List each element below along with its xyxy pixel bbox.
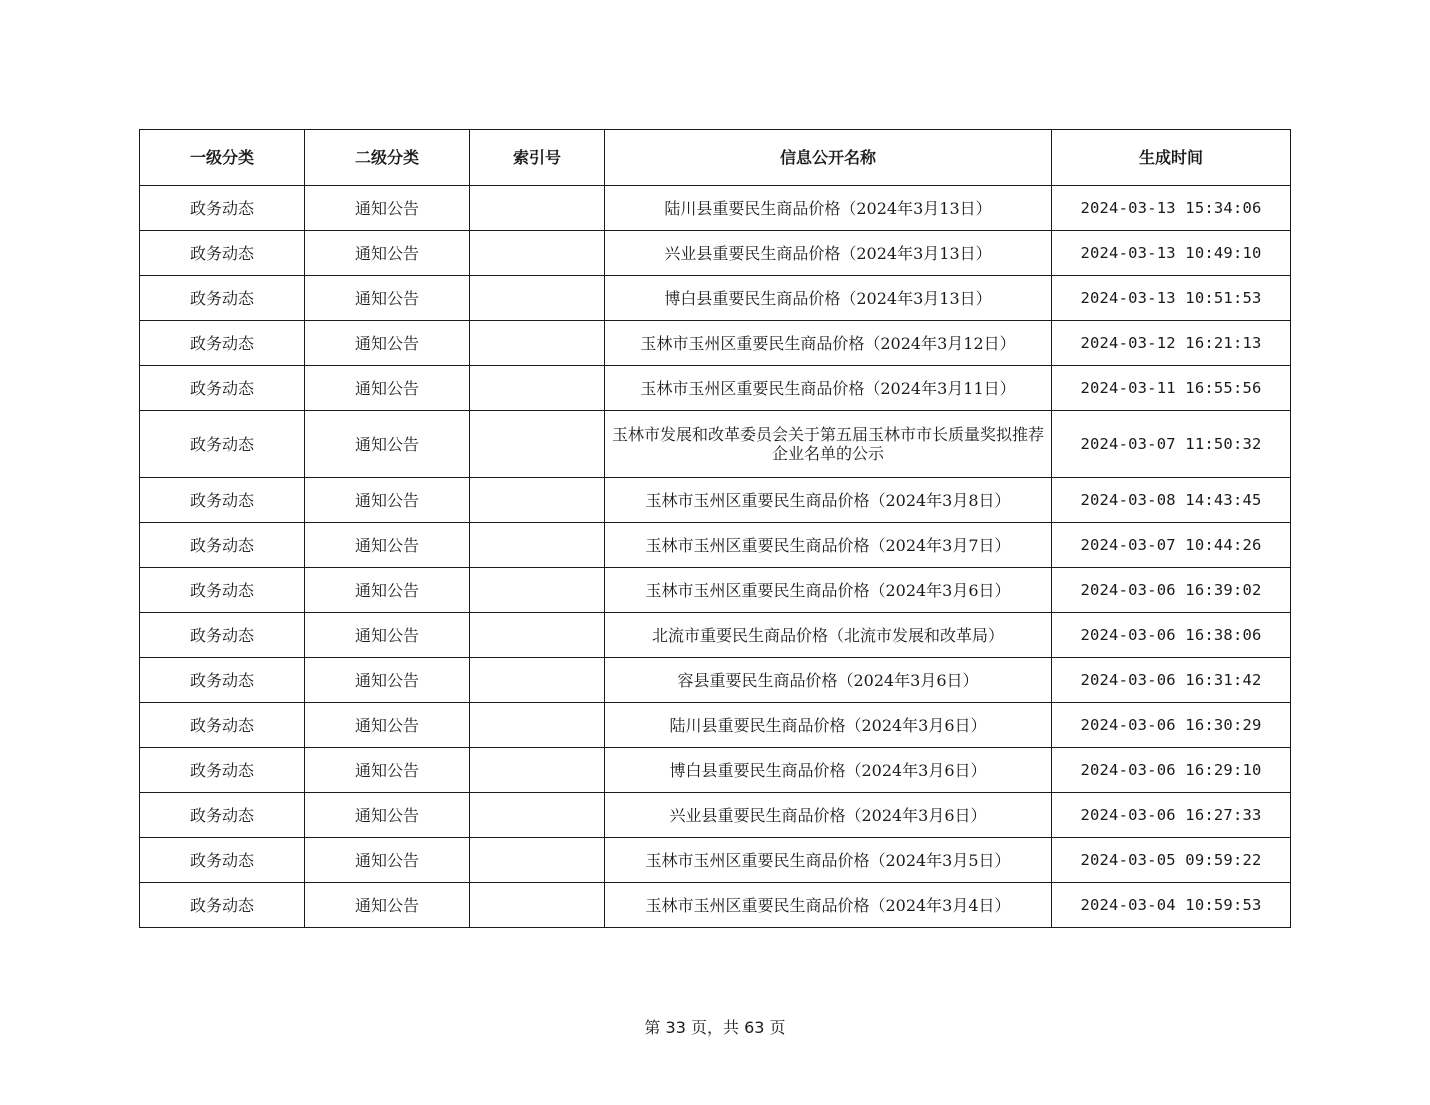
table-row: [140, 186, 1291, 231]
generated-time-cell: 2024-03-13 10:49:10: [1052, 231, 1291, 276]
disclosure-name-cell: 玉林市发展和改革委员会关于第五届玉林市市长质量奖拟推荐企业名单的公示: [605, 411, 1052, 478]
table-header-row: [140, 130, 1291, 186]
page-prefix: 第: [644, 1018, 661, 1037]
header-disclosure-name: 信息公开名称: [605, 130, 1052, 186]
header-primary-category: 一级分类: [140, 130, 305, 186]
disclosure-name-cell: 玉林市玉州区重要民生商品价格（2024年3月7日）: [605, 523, 1052, 568]
primary-category-cell: 政务动态: [140, 613, 305, 658]
secondary-category-cell: 通知公告: [305, 658, 470, 703]
primary-category-cell: 政务动态: [140, 703, 305, 748]
index-number-cell: [470, 276, 605, 321]
generated-time-cell: 2024-03-04 10:59:53: [1052, 883, 1291, 928]
table-row: [140, 366, 1291, 411]
table-row: [140, 568, 1291, 613]
disclosure-name-cell: 玉林市玉州区重要民生商品价格（2024年3月6日）: [605, 568, 1052, 613]
table-row: [140, 411, 1291, 478]
primary-category-cell: 政务动态: [140, 523, 305, 568]
generated-time-cell: 2024-03-13 15:34:06: [1052, 186, 1291, 231]
table-row: [140, 658, 1291, 703]
secondary-category-cell: 通知公告: [305, 276, 470, 321]
table-row: [140, 231, 1291, 276]
page-middle-text: 页，共: [690, 1018, 739, 1037]
disclosure-name-cell: 玉林市玉州区重要民生商品价格（2024年3月12日）: [605, 321, 1052, 366]
primary-category-cell: 政务动态: [140, 186, 305, 231]
table-row: [140, 703, 1291, 748]
generated-time-cell: 2024-03-06 16:30:29: [1052, 703, 1291, 748]
primary-category-cell: 政务动态: [140, 321, 305, 366]
disclosure-name-cell: 博白县重要民生商品价格（2024年3月13日）: [605, 276, 1052, 321]
index-number-cell: [470, 321, 605, 366]
primary-category-cell: 政务动态: [140, 838, 305, 883]
secondary-category-cell: 通知公告: [305, 231, 470, 276]
disclosure-name-cell: 玉林市玉州区重要民生商品价格（2024年3月5日）: [605, 838, 1052, 883]
disclosure-name-cell: 玉林市玉州区重要民生商品价格（2024年3月8日）: [605, 478, 1052, 523]
table-row: [140, 523, 1291, 568]
disclosure-name-cell: 陆川县重要民生商品价格（2024年3月13日）: [605, 186, 1052, 231]
index-number-cell: [470, 748, 605, 793]
table-row: [140, 838, 1291, 883]
generated-time-cell: 2024-03-05 09:59:22: [1052, 838, 1291, 883]
info-disclosure-table: [139, 129, 1291, 928]
primary-category-cell: 政务动态: [140, 231, 305, 276]
disclosure-name-cell: 玉林市玉州区重要民生商品价格（2024年3月4日）: [605, 883, 1052, 928]
index-number-cell: [470, 366, 605, 411]
index-number-cell: [470, 231, 605, 276]
primary-category-cell: 政务动态: [140, 658, 305, 703]
secondary-category-cell: 通知公告: [305, 523, 470, 568]
current-page-number: 33: [665, 1018, 686, 1037]
disclosure-name-cell: 玉林市玉州区重要民生商品价格（2024年3月11日）: [605, 366, 1052, 411]
generated-time-cell: 2024-03-11 16:55:56: [1052, 366, 1291, 411]
header-generated-time: 生成时间: [1052, 130, 1291, 186]
generated-time-cell: 2024-03-06 16:27:33: [1052, 793, 1291, 838]
table-row: [140, 883, 1291, 928]
table-row: [140, 613, 1291, 658]
generated-time-cell: 2024-03-07 10:44:26: [1052, 523, 1291, 568]
index-number-cell: [470, 883, 605, 928]
secondary-category-cell: 通知公告: [305, 478, 470, 523]
generated-time-cell: 2024-03-08 14:43:45: [1052, 478, 1291, 523]
secondary-category-cell: 通知公告: [305, 613, 470, 658]
table-row: [140, 793, 1291, 838]
secondary-category-cell: 通知公告: [305, 793, 470, 838]
index-number-cell: [470, 186, 605, 231]
index-number-cell: [470, 658, 605, 703]
table-row: [140, 748, 1291, 793]
table-row: [140, 321, 1291, 366]
generated-time-cell: 2024-03-12 16:21:13: [1052, 321, 1291, 366]
secondary-category-cell: 通知公告: [305, 703, 470, 748]
index-number-cell: [470, 411, 605, 478]
index-number-cell: [470, 838, 605, 883]
generated-time-cell: 2024-03-06 16:29:10: [1052, 748, 1291, 793]
total-page-count: 63: [744, 1018, 765, 1037]
disclosure-name-cell: 兴业县重要民生商品价格（2024年3月6日）: [605, 793, 1052, 838]
primary-category-cell: 政务动态: [140, 276, 305, 321]
secondary-category-cell: 通知公告: [305, 411, 470, 478]
primary-category-cell: 政务动态: [140, 568, 305, 613]
header-index-number: 索引号: [470, 130, 605, 186]
secondary-category-cell: 通知公告: [305, 186, 470, 231]
index-number-cell: [470, 523, 605, 568]
secondary-category-cell: 通知公告: [305, 321, 470, 366]
secondary-category-cell: 通知公告: [305, 568, 470, 613]
index-number-cell: [470, 568, 605, 613]
secondary-category-cell: 通知公告: [305, 748, 470, 793]
primary-category-cell: 政务动态: [140, 748, 305, 793]
primary-category-cell: 政务动态: [140, 883, 305, 928]
primary-category-cell: 政务动态: [140, 478, 305, 523]
index-number-cell: [470, 613, 605, 658]
disclosure-name-cell: 兴业县重要民生商品价格（2024年3月13日）: [605, 231, 1052, 276]
secondary-category-cell: 通知公告: [305, 838, 470, 883]
disclosure-name-cell: 北流市重要民生商品价格（北流市发展和改革局）: [605, 613, 1052, 658]
table-row: [140, 478, 1291, 523]
disclosure-name-cell: 博白县重要民生商品价格（2024年3月6日）: [605, 748, 1052, 793]
page-number-footer: [0, 1015, 1430, 1038]
table-body: [140, 186, 1291, 928]
primary-category-cell: 政务动态: [140, 793, 305, 838]
generated-time-cell: 2024-03-06 16:31:42: [1052, 658, 1291, 703]
index-number-cell: [470, 793, 605, 838]
primary-category-cell: 政务动态: [140, 366, 305, 411]
generated-time-cell: 2024-03-06 16:38:06: [1052, 613, 1291, 658]
disclosure-name-cell: 容县重要民生商品价格（2024年3月6日）: [605, 658, 1052, 703]
page-suffix: 页: [769, 1018, 786, 1037]
generated-time-cell: 2024-03-13 10:51:53: [1052, 276, 1291, 321]
index-number-cell: [470, 478, 605, 523]
secondary-category-cell: 通知公告: [305, 366, 470, 411]
header-secondary-category: 二级分类: [305, 130, 470, 186]
index-number-cell: [470, 703, 605, 748]
table-row: [140, 276, 1291, 321]
generated-time-cell: 2024-03-06 16:39:02: [1052, 568, 1291, 613]
generated-time-cell: 2024-03-07 11:50:32: [1052, 411, 1291, 478]
disclosure-name-cell: 陆川县重要民生商品价格（2024年3月6日）: [605, 703, 1052, 748]
secondary-category-cell: 通知公告: [305, 883, 470, 928]
primary-category-cell: 政务动态: [140, 411, 305, 478]
